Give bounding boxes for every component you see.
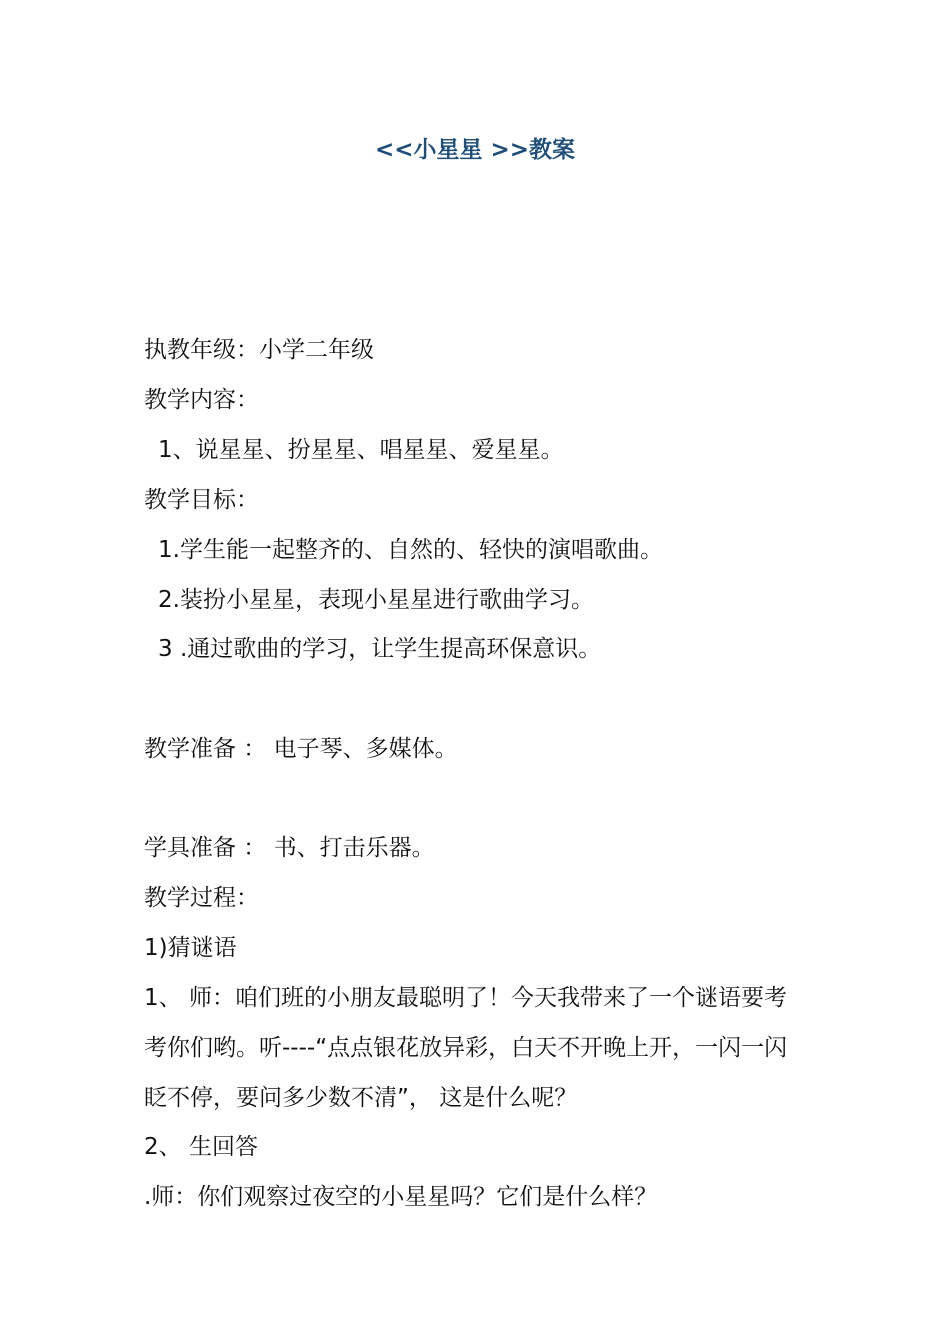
grade-line: 执教年级：小学二年级: [144, 337, 374, 363]
process-heading: 教学过程：: [144, 885, 259, 911]
objective-item-2: 2.装扮小星星，表现小星星进行歌曲学习。: [158, 587, 594, 613]
document-title: <<小星星 >>教案: [374, 137, 576, 163]
teacher-question-line: .师：你们观察过夜空的小星星吗？它们是什么样？: [144, 1184, 658, 1210]
objectives-heading: 教学目标：: [144, 487, 259, 513]
paragraph-line-3: 眨不停，要问多少数不清”， 这是什么呢？: [144, 1085, 578, 1111]
paragraph-line-1: 1、 师：咱们班的小朋友最聪明了！今天我带来了一个谜语要考: [144, 985, 787, 1011]
objective-item-1: 1.学生能一起整齐的、自然的、轻快的演唱歌曲。: [158, 537, 663, 563]
step-riddle-heading: 1)猜谜语: [144, 935, 237, 961]
student-prep-line: 学具准备 ： 书、打击乐器。: [144, 835, 435, 861]
student-answer-line: 2、 生回答: [144, 1134, 258, 1160]
objective-item-3: 3 .通过歌曲的学习，让学生提高环保意识。: [158, 636, 602, 662]
content-heading: 教学内容：: [144, 387, 259, 413]
teaching-prep-line: 教学准备 ： 电子琴、多媒体。: [144, 736, 458, 762]
paragraph-line-2: 考你们哟。听----“点点银花放异彩，白天不开晚上开，一闪一闪: [144, 1035, 788, 1061]
content-item-1: 1、说星星、扮星星、唱星星、爱星星。: [158, 437, 564, 463]
